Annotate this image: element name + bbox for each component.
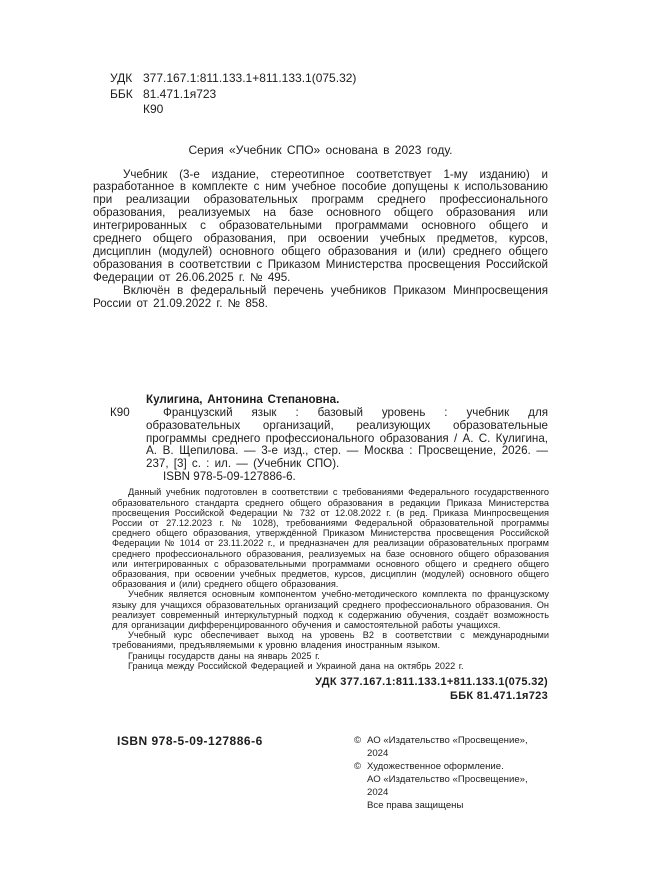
copyright-text: Все права защищены: [367, 800, 464, 812]
udk-label: УДК: [110, 71, 133, 85]
federal-list-paragraph: Включён в федеральный перечень учебников Приказом Минпросвещения России от 21.09.2022 г. № 858.: [93, 283, 548, 310]
footer: [93, 734, 548, 812]
copyright-symbol: ©: [354, 761, 362, 773]
copyright-block: [354, 734, 548, 812]
copyright-line-publisher: [354, 734, 548, 760]
approval-paragraph: Учебник (3-е издание, стереотипное соответствует 1-му изданию) и разработанное в комплекте с ним учебное пособие допущены к использованию при реализации образовательных программ среднего профессионального образования, реализуемых на базе основного общего образования или интегрированных с образовательными программами основного общего и среднего общего образования, при освоении учебных предметов, курсов, дисциплин (модулей) основного общего образования и (или) среднего общего образования в соответствии с Приказом Министерства просвещения Российской Федерации от 26.06.2025 г. № 495.: [93, 167, 548, 284]
annotation-paragraph-level: Учебный курс обеспечивает выход на уровень В2 в соответствии с международными требованиями, предъявляемыми к уровню владения иностранным языком.: [112, 630, 549, 651]
udk-value: 377.167.1:811.133.1+811.133.1(075.32): [143, 71, 357, 85]
copyright-line-design: [354, 760, 548, 773]
catalog-entry: [93, 394, 548, 483]
author-sign-code: К90: [143, 102, 164, 116]
udk-code-line: [110, 71, 548, 87]
copyright-text: Художественное оформление.: [367, 761, 504, 773]
annotation-paragraph-standards: Данный учебник подготовлен в соответствии с требованиями Федерального государственного образовательного стандарта среднего общего образования в редакции Приказа Министерства просвещения Российской Федерации № 732 от 12.08.2022 г. (в ред. Приказа Минпросвещения России от 27.12.2023 г. № 1028), требованиями Федеральной образовательной программы среднего общего образования, утверждённой Приказом Министерства просвещения Российской Федерации № 1014 от 23.11.2022 г., и предназначен для реализации образовательных программ среднего профессионального образования, реализуемых на базе основного общего образования или интегрированных с образовательными программами основного общего и среднего общего образования, при освоении учебных предметов, курсов, дисциплин (модулей) основного общего образования и (или) среднего общего образования.: [112, 487, 549, 590]
bottom-bbk-line: ББК 81.471.1я723: [450, 689, 548, 702]
series-note: Серия «Учебник СПО» основана в 2023 году.: [188, 142, 453, 157]
copyright-symbol: [354, 799, 367, 812]
annotation-paragraph-borders: Границы государств даны на январь 2025 г.: [128, 650, 320, 661]
copyright-text: АО «Издательство «Просвещение», 2024: [367, 735, 528, 760]
bottom-udk-line: УДК 377.167.1:811.133.1+811.133.1(075.32): [315, 676, 548, 689]
catalog-body: [146, 394, 548, 483]
classification-codes-top: [110, 71, 548, 118]
copyright-symbol: ©: [354, 735, 362, 747]
catalog-isbn: ISBN 978-5-09-127886-6.: [163, 469, 296, 483]
bbk-code-line: [110, 87, 548, 103]
annotation-block: [112, 487, 549, 671]
annotation-paragraph-umk: Учебник является основным компонентом учебно-методического комплекта по французскому языку для учащихся образовательных организаций среднего профессионального образования. Он реализует современный интеркультурный подход к содержанию обучения, создаёт возможность для организации дифференцированного обучения и самостоятельной работы учащихся.: [112, 589, 549, 631]
bbk-label: ББК: [110, 86, 133, 101]
copyright-line-rights: [354, 799, 548, 812]
bbk-value: 81.471.1я723: [143, 86, 217, 101]
catalog-author-code: К90: [110, 406, 130, 420]
annotation-paragraph-border-ukraine: Граница между Российской Федерацией и Украиной дана на октябрь 2022 г.: [128, 660, 464, 671]
catalog-author-heading: Кулигина, Антонина Степановна.: [146, 393, 340, 407]
copyright-symbol: [354, 773, 367, 799]
catalog-description: Французский язык : базовый уровень : учебник для образовательных организаций, реализующих образовательные программы среднего профессионального образования / А. С. Кулигина, А. В. Щепилова. — 3-е изд., стер. — Москва : Просвещение, 2026. — 237, [3] с. : ил. — (Учебник СПО).: [146, 406, 548, 470]
page-content: [93, 71, 548, 812]
copyright-text: АО «Издательство «Просвещение», 2024: [367, 774, 528, 799]
copyright-line-design-publisher: [354, 773, 548, 799]
classification-codes-bottom: [93, 676, 548, 703]
footer-isbn: ISBN 978-5-09-127886-6: [117, 734, 263, 749]
